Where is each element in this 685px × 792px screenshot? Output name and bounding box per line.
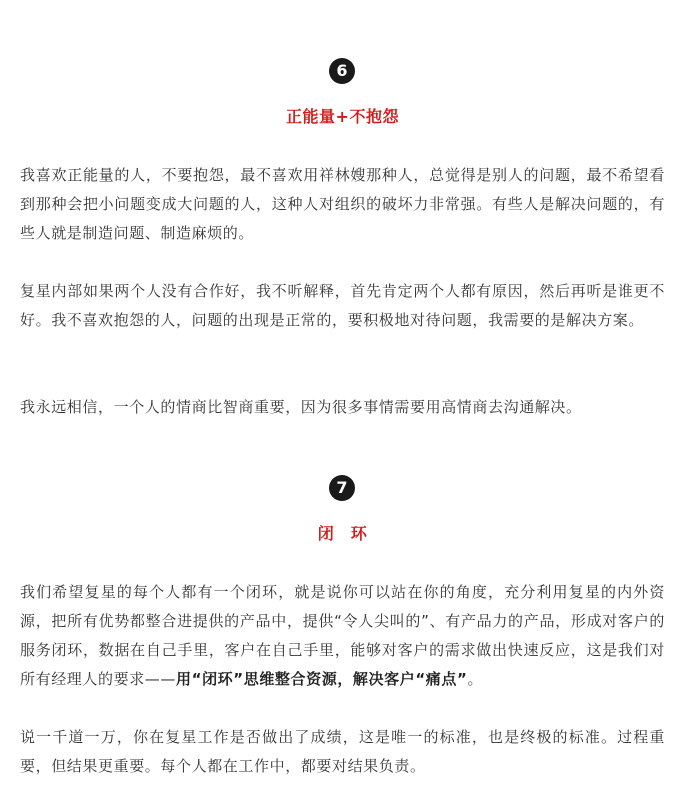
closed-loop-end: 。	[467, 670, 484, 688]
paragraph-closed-loop-1	[20, 578, 665, 694]
closed-loop-emphasis: 用“闭环”思维整合资源，解决客户“痛点”	[176, 670, 468, 688]
section-title-closed-loop: 闭 环	[317, 524, 368, 543]
paragraph-positive-energy-3: 我永远相信，一个人的情商比智商重要，因为很多事情需要用高情商去沟通解决。	[20, 398, 582, 416]
section-number-badge-6: 6	[329, 58, 355, 84]
paragraph-positive-energy-1: 我喜欢正能量的人，不要抱怨，最不喜欢用祥林嫂那种人，总觉得是别人的问题，最不希望看到那种会把小问题变成大问题的人，这种人对组织的破坏力非常强。有些人是解决问题的，有些人就是制造问题、制造麻烦的。	[20, 166, 665, 242]
section-number-badge-7: 7	[329, 475, 355, 501]
paragraph-closed-loop-2: 说一千道一万，你在复星工作是否做出了成绩，这是唯一的标准，也是终极的标准。过程重要，但结果更重要。每个人都在工作中，都要对结果负责。	[20, 728, 665, 775]
paragraph-positive-energy-2: 复星内部如果两个人没有合作好，我不听解释，首先肯定两个人都有原因，然后再听是谁更不好。我不喜欢抱怨的人，问题的出现是正常的，要积极地对待问题，我需要的是解决方案。	[20, 282, 665, 329]
closed-loop-text: 我们希望复星的每个人都有一个闭环，就是说你可以站在你的角度，充分利用复星的内外资源，把所有优势都整合进提供的产品中，提供“令人尖叫的”、有产品力的产品，形成对客户的服务闭环，数据在自己手里，客户在自己手里，能够对客户的需求做出快速反应，这是我们对所有经理人的要求——	[20, 583, 665, 688]
section-title-positive-energy: 正能量+不抱怨	[286, 107, 399, 126]
